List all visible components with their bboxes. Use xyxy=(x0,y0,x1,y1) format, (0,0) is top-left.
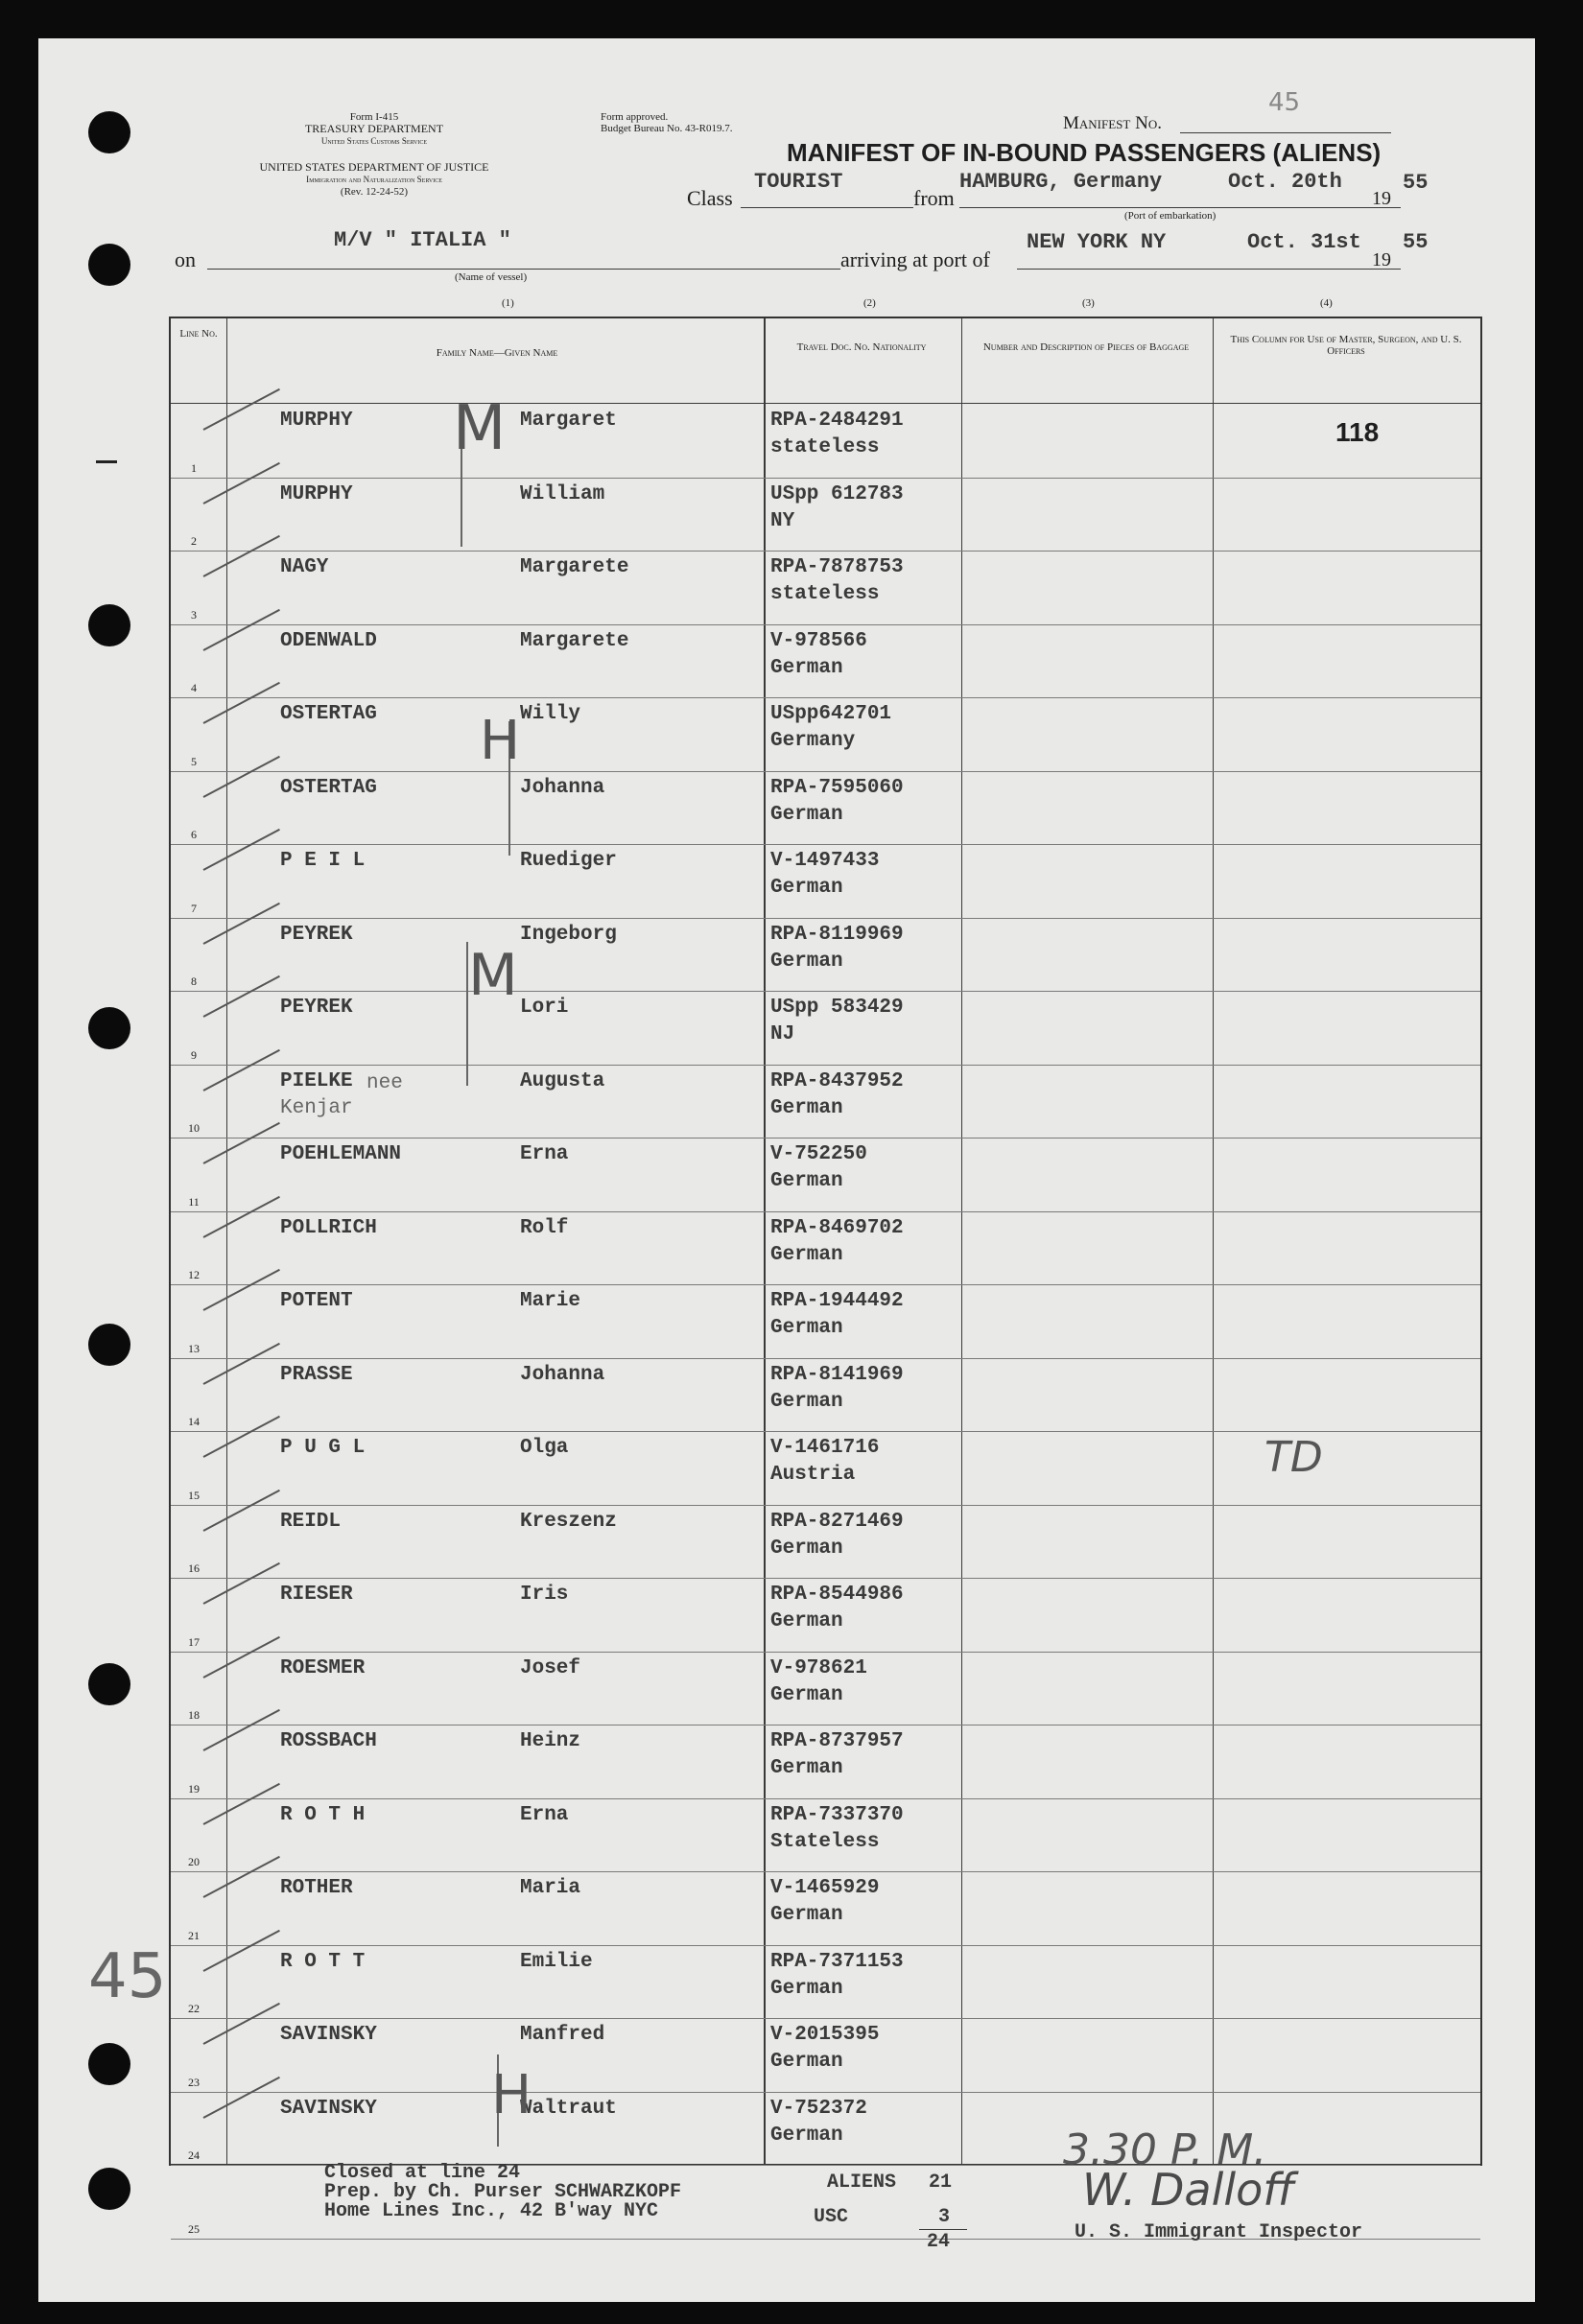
family-name: SAVINSKY xyxy=(280,2024,377,2046)
line-number: 8 xyxy=(191,974,197,988)
line-number: 1 xyxy=(191,460,197,475)
nationality: NY xyxy=(770,509,795,532)
home-lines: Home Lines Inc., 42 B'way NYC xyxy=(324,2200,659,2222)
family-name: P U G L xyxy=(280,1437,366,1459)
travel-doc-number: USpp 583429 xyxy=(770,997,904,1019)
travel-doc-number: RPA-8141969 xyxy=(770,1363,904,1386)
family-name: OSTERTAG xyxy=(280,776,377,799)
class-value: TOURIST xyxy=(754,170,843,194)
table-row xyxy=(171,844,1480,919)
punch-hole xyxy=(88,604,130,646)
class-label: Class xyxy=(687,186,733,210)
family-name: R O T H xyxy=(280,1803,366,1826)
given-name: Ruediger xyxy=(520,850,617,872)
manifest-title: MANIFEST OF IN-BOUND PASSENGERS (ALIENS) xyxy=(787,138,1382,167)
table-row xyxy=(171,2092,1480,2167)
punch-hole xyxy=(88,1663,130,1705)
maiden-name: Kenjar xyxy=(280,1096,353,1119)
table-row xyxy=(171,1578,1480,1653)
given-name: Maria xyxy=(520,1877,581,1899)
manifest-no-label: Manifest No. xyxy=(1063,113,1162,133)
table-row xyxy=(171,1652,1480,1726)
given-name: Margarete xyxy=(520,556,629,578)
travel-doc-number: USpp 612783 xyxy=(770,482,904,505)
customs-label: United States Customs Service xyxy=(320,136,428,146)
given-name: Margaret xyxy=(520,410,617,432)
embark-port: HAMBURG, Germany xyxy=(959,170,1163,194)
line-number: 6 xyxy=(191,828,197,841)
family-name: POEHLEMANN xyxy=(280,1143,402,1165)
nationality: German xyxy=(770,2124,843,2147)
line-number: 22 xyxy=(188,2002,200,2015)
table-row xyxy=(171,1211,1480,1286)
inspector-label: U. S. Immigrant Inspector xyxy=(1075,2221,1363,2243)
arrival-time: 3.30 P. M. xyxy=(1063,2125,1267,2174)
officer-note: TD xyxy=(1264,1433,1323,1482)
table-row xyxy=(171,1358,1480,1433)
punch-hole xyxy=(88,244,130,286)
nationality: stateless xyxy=(770,436,880,458)
nationality: German xyxy=(770,877,843,899)
table-row xyxy=(171,1065,1480,1139)
given-name: Manfred xyxy=(520,2024,605,2046)
travel-doc-number: RPA-8437952 xyxy=(770,1069,904,1092)
manifest-page xyxy=(38,38,1535,2302)
table-row xyxy=(171,1284,1480,1359)
nationality: German xyxy=(770,1904,843,1926)
family-name: SAVINSKY xyxy=(280,2097,377,2120)
nationality: German xyxy=(770,656,843,679)
departure-date: Oct. 20th xyxy=(1228,170,1342,194)
family-mark-peyrek: M xyxy=(468,942,518,1009)
travel-doc-number: V-752372 xyxy=(770,2097,867,2120)
from-label: from xyxy=(913,186,955,210)
nationality: NJ xyxy=(770,1023,795,1045)
travel-doc-number: RPA-2484291 xyxy=(770,410,904,432)
line-number: 11 xyxy=(188,1194,200,1209)
family-name: ROSSBACH xyxy=(280,1730,377,1752)
given-name: William xyxy=(520,482,605,505)
travel-doc-number: V-978566 xyxy=(770,629,867,652)
given-name: Augusta xyxy=(520,1069,605,1092)
nationality: German xyxy=(770,1683,843,1706)
family-name: P E I L xyxy=(280,850,366,872)
family-name: OSTERTAG xyxy=(280,703,377,725)
travel-doc-number: RPA-8737957 xyxy=(770,1730,904,1752)
nationality: Stateless xyxy=(770,1830,880,1853)
travel-doc-number: V-2015395 xyxy=(770,2024,880,2046)
depart-year-prefix: 19 xyxy=(1372,188,1391,209)
travel-doc-number: RPA-7371153 xyxy=(770,1950,904,1973)
manifest-number: 45 xyxy=(1268,88,1301,117)
vessel-name: M/V " ITALIA " xyxy=(334,228,511,252)
ins-label: Immigration and Naturalization Service xyxy=(306,175,442,184)
travel-doc-number: RPA-7595060 xyxy=(770,776,904,799)
arrival-year-prefix: 19 xyxy=(1372,249,1391,270)
table-row xyxy=(171,1431,1480,1506)
table-row xyxy=(171,697,1480,772)
form-number: Form I-415 xyxy=(349,111,399,123)
nationality: German xyxy=(770,803,843,826)
table-row xyxy=(171,1505,1480,1580)
family-name: POTENT xyxy=(280,1290,353,1312)
family-mark-savinsky: H xyxy=(491,2064,532,2126)
given-name: Lori xyxy=(520,997,569,1019)
prepared-by: Prep. by Ch. Purser SCHWARZKOPF xyxy=(324,2181,682,2203)
given-name: Ingeborg xyxy=(520,923,617,946)
travel-doc-number: RPA-8469702 xyxy=(770,1216,904,1239)
nationality: German xyxy=(770,1170,843,1192)
arriving-label: arriving at port of xyxy=(840,247,990,271)
line-number: 7 xyxy=(191,901,197,915)
punch-hole xyxy=(88,2168,130,2210)
family-name: POLLRICH xyxy=(280,1216,377,1239)
travel-doc-number: RPA-1944492 xyxy=(770,1290,904,1312)
travel-doc-number: USpp642701 xyxy=(770,703,892,725)
punch-hole xyxy=(88,1324,130,1366)
punch-hole xyxy=(88,111,130,153)
travel-doc-number: V-978621 xyxy=(770,1656,867,1679)
given-name: Johanna xyxy=(520,1363,605,1386)
nationality: German xyxy=(770,1537,843,1560)
given-name: Waltraut xyxy=(520,2097,617,2120)
treasury-label: TREASURY DEPARTMENT xyxy=(304,122,444,135)
table-row xyxy=(171,771,1480,846)
given-name: Johanna xyxy=(520,776,605,799)
nationality: German xyxy=(770,1390,843,1413)
nationality: German xyxy=(770,1317,843,1339)
col-3-number: (3) xyxy=(1082,297,1095,309)
table-row xyxy=(171,918,1480,993)
departure-year: 55 xyxy=(1403,171,1429,195)
col-travel-doc: Travel Doc. No. Nationality xyxy=(796,341,927,353)
usc-count: 3 xyxy=(938,2206,951,2228)
usc-label: USC xyxy=(814,2206,849,2228)
line-number: 15 xyxy=(188,1488,200,1502)
total-count: 24 xyxy=(927,2231,951,2253)
form-approved: Form approved. xyxy=(601,111,669,123)
col-line-no: Line No. xyxy=(179,328,218,340)
travel-doc-number: V-1465929 xyxy=(770,1877,880,1899)
line-number: 20 xyxy=(188,1855,200,1868)
line-number: 4 xyxy=(191,681,197,694)
line-number: 2 xyxy=(191,534,197,548)
col-1-number: (1) xyxy=(502,297,514,309)
port-embark-label: (Port of embarkation) xyxy=(1124,210,1217,222)
on-label: on xyxy=(175,247,196,271)
line-number: 3 xyxy=(191,607,197,622)
nationality: German xyxy=(770,1757,843,1779)
inspector-signature: W. Dalloff xyxy=(1082,2164,1295,2216)
family-name: R O T T xyxy=(280,1950,366,1973)
table-row xyxy=(171,624,1480,699)
travel-doc-number: V-1461716 xyxy=(770,1437,880,1459)
nationality: German xyxy=(770,1610,843,1632)
family-mark-ostertag: H xyxy=(480,710,521,772)
margin-dash xyxy=(96,460,117,463)
travel-doc-number: RPA-7337370 xyxy=(770,1803,904,1826)
line-number: 25 xyxy=(188,2221,200,2236)
nationality: Germany xyxy=(770,730,856,752)
given-name: Margarete xyxy=(520,629,629,652)
family-name: PIELKE xyxy=(280,1069,353,1092)
justice-label: UNITED STATES DEPARTMENT OF JUSTICE xyxy=(259,160,489,174)
line-number: 21 xyxy=(188,1928,200,1942)
nee-label: nee xyxy=(366,1071,403,1094)
aliens-count: 21 xyxy=(929,2171,953,2194)
family-name: PEYREK xyxy=(280,923,353,946)
family-name: ROESMER xyxy=(280,1656,366,1679)
nationality: Austria xyxy=(770,1464,856,1486)
col-2-number: (2) xyxy=(863,297,876,309)
line-number: 12 xyxy=(188,1268,200,1281)
arrival-year: 55 xyxy=(1403,230,1429,254)
nationality: German xyxy=(770,950,843,973)
revision-label: (Rev. 12-24-52) xyxy=(340,186,409,198)
table-row xyxy=(171,478,1480,552)
table-row xyxy=(171,1945,1480,2020)
family-name: MURPHY xyxy=(280,482,353,505)
line-number: 10 xyxy=(188,1121,200,1135)
travel-doc-number: RPA-8544986 xyxy=(770,1584,904,1606)
given-name: Willy xyxy=(520,703,581,725)
table-row xyxy=(171,404,1480,479)
given-name: Marie xyxy=(520,1290,581,1312)
table-row xyxy=(171,1725,1480,1799)
family-name: PEYREK xyxy=(280,997,353,1019)
given-name: Olga xyxy=(520,1437,569,1459)
family-name: NAGY xyxy=(280,556,329,578)
table-row xyxy=(171,551,1480,625)
line-number: 13 xyxy=(188,1341,200,1355)
col-officers: This Column for Use of Master, Surgeon, and U. S. Officers xyxy=(1230,334,1462,357)
nationality: German xyxy=(770,1243,843,1266)
family-name: ODENWALD xyxy=(280,629,377,652)
margin-number: 45 xyxy=(88,1941,167,2012)
table-row xyxy=(171,2018,1480,2093)
line-number: 17 xyxy=(188,1634,200,1649)
family-name: REIDL xyxy=(280,1510,342,1533)
line-number: 14 xyxy=(188,1415,200,1428)
travel-doc-number: V-752250 xyxy=(770,1143,867,1165)
family-name: RIESER xyxy=(280,1584,353,1606)
line-number: 19 xyxy=(188,1781,200,1796)
family-mark-murphy: M xyxy=(453,393,507,464)
line-number: 9 xyxy=(191,1047,197,1062)
travel-doc-number: RPA-8271469 xyxy=(770,1510,904,1533)
table-row xyxy=(171,1798,1480,1873)
budget-bureau: Budget Bureau No. 43-R019.7. xyxy=(601,123,733,134)
given-name: Erna xyxy=(520,1803,569,1826)
table-row xyxy=(171,1871,1480,1946)
col-name: Family Name—Given Name xyxy=(436,347,558,359)
line-number: 24 xyxy=(188,2148,200,2162)
nationality: stateless xyxy=(770,583,880,605)
nationality: German xyxy=(770,1096,843,1119)
col-4-number: (4) xyxy=(1320,297,1333,309)
given-name: Iris xyxy=(520,1584,569,1606)
given-name: Heinz xyxy=(520,1730,581,1752)
line-number: 16 xyxy=(188,1561,200,1575)
table-row xyxy=(171,1138,1480,1212)
vessel-label: (Name of vessel) xyxy=(455,271,528,283)
table-row xyxy=(171,991,1480,1066)
punch-hole xyxy=(88,2043,130,2085)
travel-doc-number: V-1497433 xyxy=(770,850,880,872)
officer-note: 118 xyxy=(1335,417,1380,447)
given-name: Josef xyxy=(520,1656,581,1679)
line-number: 23 xyxy=(188,2075,200,2089)
line-number: 5 xyxy=(191,754,197,768)
nationality: German xyxy=(770,2051,843,2073)
arrival-date: Oct. 31st xyxy=(1247,230,1361,254)
given-name: Erna xyxy=(520,1143,569,1165)
arrival-port: NEW YORK NY xyxy=(1027,230,1167,254)
given-name: Kreszenz xyxy=(520,1510,617,1533)
closed-at-line: Closed at line 24 xyxy=(324,2162,521,2184)
col-baggage: Number and Description of Pieces of Baggage xyxy=(982,341,1190,353)
given-name: Emilie xyxy=(520,1950,593,1973)
punch-hole xyxy=(88,1007,130,1049)
aliens-label: ALIENS xyxy=(827,2171,897,2194)
family-name: ROTHER xyxy=(280,1877,353,1899)
given-name: Rolf xyxy=(520,1216,569,1239)
travel-doc-number: RPA-8119969 xyxy=(770,923,904,946)
nationality: German xyxy=(770,1977,843,2000)
line-number: 18 xyxy=(188,1708,200,1722)
travel-doc-number: RPA-7878753 xyxy=(770,556,904,578)
check-mark xyxy=(203,388,280,431)
family-name: MURPHY xyxy=(280,410,353,432)
family-name: PRASSE xyxy=(280,1363,353,1386)
